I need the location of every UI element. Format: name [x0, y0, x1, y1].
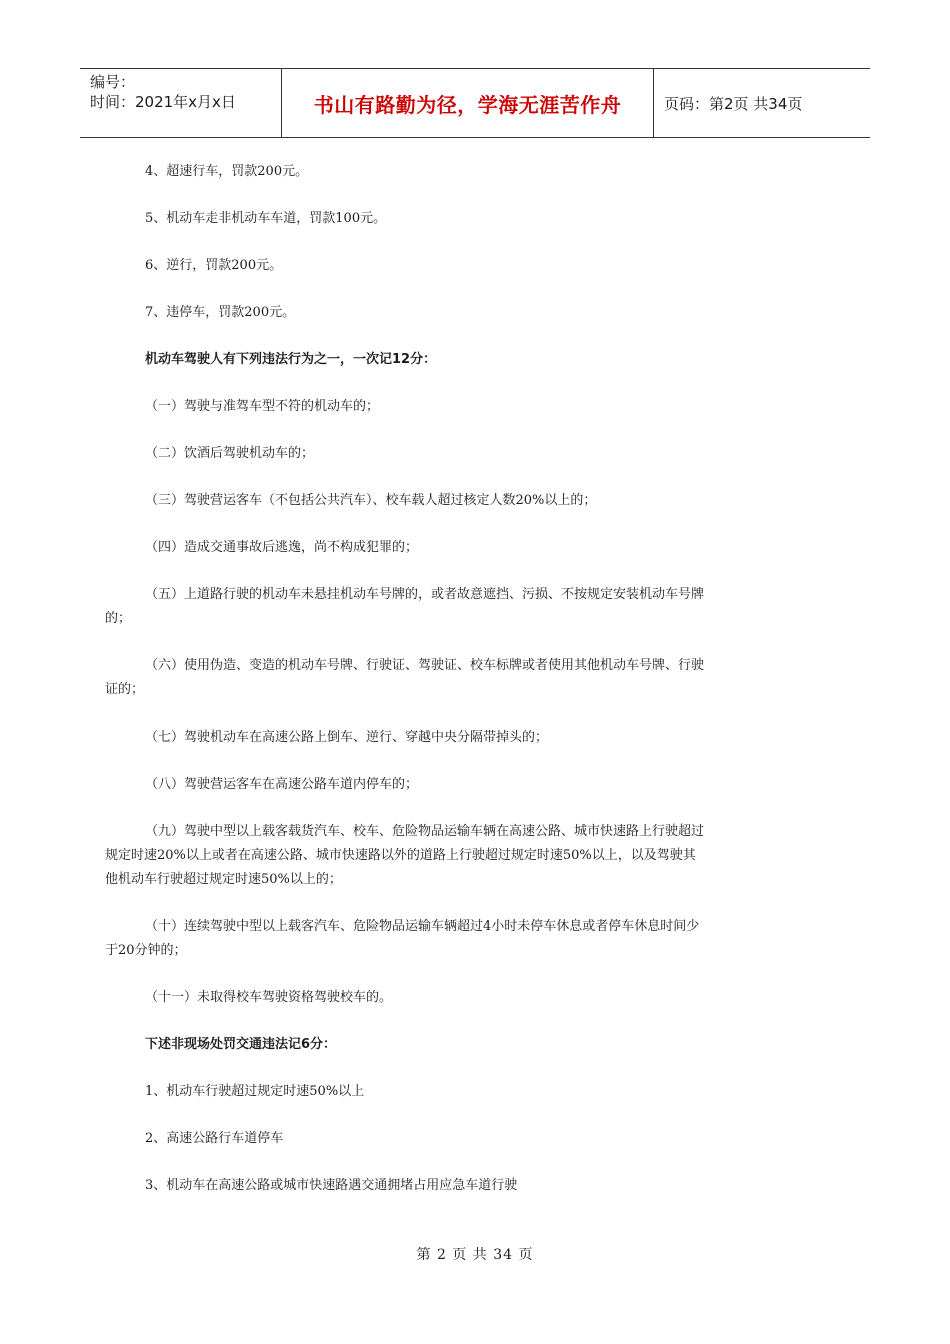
document-number-label: 编号： — [90, 73, 136, 91]
list-item-2: （二）饮酒后驾驶机动车的； — [145, 446, 315, 461]
paragraph-fine-speeding: 4、超速行车，罚款200元。 — [145, 164, 309, 179]
header-motto-cell — [282, 69, 654, 137]
paragraph-fine-nonmotor-lane: 5、机动车走非机动车车道，罚款100元。 — [145, 211, 387, 226]
header-page-number: 页码：第2页 共34页 — [664, 94, 803, 113]
motto-text: 书山有路勤为径，学海无涯苦作舟 — [313, 92, 622, 117]
list-item-6-line-1: （六）使用伪造、变造的机动车号牌、行驶证、驾驶证、校车标牌或者使用其他机动车号牌、行驶 — [145, 658, 705, 673]
document-date: 时间：2021年x月x日 — [90, 93, 236, 111]
page-footer: 第 2 页 共 34 页 — [416, 1247, 534, 1263]
document-header — [80, 68, 870, 138]
list-item-11: （十一）未取得校车驾驶资格驾驶校车的。 — [145, 990, 393, 1005]
list-item-3: （三）驾驶营运客车（不包括公共汽车）、校车载人超过核定人数20%以上的； — [145, 493, 597, 508]
paragraph-fine-parking: 7、违停车，罚款200元。 — [145, 305, 296, 320]
paragraph-fine-wrong-way: 6、逆行，罚款200元。 — [145, 258, 283, 273]
list-item-1: （一）驾驶与准驾车型不符的机动车的； — [145, 399, 380, 414]
list-item-6-line-2: 证的； — [105, 682, 145, 697]
list-item-6pt-3: 3、机动车在高速公路或城市快速路遇交通拥堵占用应急车道行驶 — [145, 1178, 518, 1193]
section-heading-6-points: 下述非现场处罚交通违法记6分： — [145, 1037, 337, 1052]
list-item-7: （七）驾驶机动车在高速公路上倒车、逆行、穿越中央分隔带掉头的； — [145, 730, 549, 745]
list-item-4: （四）造成交通事故后逃逸，尚不构成犯罪的； — [145, 540, 419, 555]
list-item-6pt-1: 1、机动车行驶超过规定时速50%以上 — [145, 1084, 365, 1099]
section-heading-12-points: 机动车驾驶人有下列违法行为之一，一次记12分： — [145, 352, 437, 367]
list-item-9-line-3: 他机动车行驶超过规定时速50%以上的； — [105, 872, 342, 887]
list-item-9-line-2: 规定时速20%以上或者在高速公路、城市快速路以外的道路上行驶超过规定时速50%以上，以及驾驶其 — [105, 848, 696, 863]
header-meta — [80, 69, 282, 137]
list-item-8: （八）驾驶营运客车在高速公路车道内停车的； — [145, 777, 419, 792]
list-item-5-line-2: 的； — [105, 611, 132, 626]
list-item-6pt-2: 2、高速公路行车道停车 — [145, 1131, 284, 1146]
list-item-10-line-2: 于20分钟的； — [105, 943, 187, 958]
list-item-10-line-1: （十）连续驾驶中型以上载客汽车、危险物品运输车辆超过4小时未停车休息或者停车休息时间少 — [145, 919, 700, 934]
header-page-cell — [654, 69, 870, 137]
list-item-9-line-1: （九）驾驶中型以上载客载货汽车、校车、危险物品运输车辆在高速公路、城市快速路上行驶超过 — [145, 824, 705, 839]
list-item-5-line-1: （五）上道路行驶的机动车未悬挂机动车号牌的，或者故意遮挡、污损、不按规定安装机动车号牌 — [145, 587, 705, 602]
